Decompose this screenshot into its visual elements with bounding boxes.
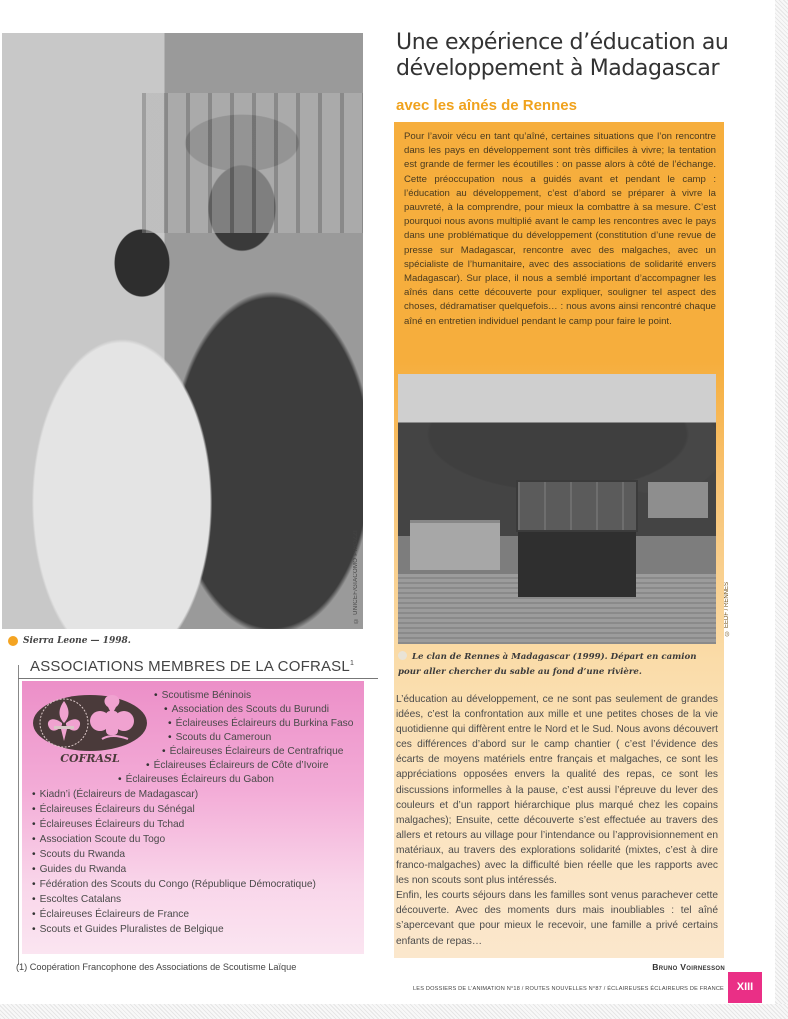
scan-edge-pattern-bottom bbox=[0, 1004, 788, 1019]
footnote: (1) Coopération Francophone des Associations de Scoutisme Laïque bbox=[16, 962, 297, 972]
photo-caption-text: Sierra Leone — 1998. bbox=[23, 636, 131, 646]
caption-bullet-icon bbox=[398, 651, 407, 660]
sidebar-rule bbox=[18, 678, 378, 679]
photo-mother-and-child bbox=[2, 33, 363, 629]
truck-caption-text: Le clan de Rennes à Madagascar (1999). Départ en camion pour aller chercher du sable au fond d’une rivière. bbox=[398, 652, 697, 677]
intro-paragraph: Pour l’avoir vécu en tant qu’aîné, certaines situations que l’on rencontre dans les pays en développement sont très difficiles à vivre; la tentation est grande de fermer les écoutilles : on passe alors à côté de l’échange. Cette préoccupation nous a guidés avant et pendant le camp : l’éducation au développement, c’est d’abord se préparer à vivre la pauvreté, à la comprendre, pour mieux la combattre à sa mesure. C’est pourquoi nous avons multiplié avant le camp les rencontres avec le pays dans une problématique du développement (constitution d’une revue de presse sur Madagascar, rencontre avec des malgaches, avec un spécialiste de l’humanitaire, avec des associations de solidarité envers Madagascar). Sur place, il nous a semblé important d’accompagner les aînés dans cette découverte pour expliquer, souligner tel aspect des choses, dédramatiser quelquefois… : nous avons ainsi rencontré chaque aîné en entretien individuel pendant le camp pour faire le point. bbox=[404, 131, 716, 327]
photo-background-window bbox=[142, 93, 363, 233]
article-subhead: avec les aînés de Rennes bbox=[396, 97, 577, 114]
logo-text: COFRASL bbox=[60, 752, 120, 765]
truck-photo-caption bbox=[398, 650, 718, 680]
running-footer: LES DOSSIERS DE L’ANIMATION N°18 / ROUTES NOUVELLES N°87 / ÉCLAIREUSES ÉCLAIREURS DE FRANCE bbox=[412, 986, 724, 992]
list-item: • Éclaireuses Éclaireurs de Centrafrique bbox=[162, 745, 343, 759]
list-item: • Éclaireuses Éclaireurs de France bbox=[32, 908, 189, 922]
associations-box bbox=[22, 681, 364, 954]
body-paragraph: L’éducation au développement, ce ne sont pas seulement de grandes idées, c’est la confrontation aux mille et une petites choses de la vie quotidienne qui diffèrent entre le Nord et le Sud. Nous avons découvert ces différences d’abord sur le camp chantier ( c’est l’évidence des écarts de moyens matériels entre français et malgaches, ce sont les appréciations opposées envers la qualité des repas, ce sont les discussions informelles à la pause, c’est aussi l’épreuve du lever des couleurs et d’un rapport hiérarchique plus marqué chez les copains malgaches); Ensuite, cette découverte s’est effectuée au travers des allers et retours au village pour l’intendance ou l’approvisionnement en matériaux, au travers des explorations solidarité (mixtes, c’est à dire franco-malgaches) avec la difficulté bien réelle que les rapports avec les non scouts sont plus intéressés. bbox=[396, 694, 718, 887]
page-number: XIII bbox=[728, 972, 762, 1003]
list-item: • Scouts et Guides Pluralistes de Belgique bbox=[32, 923, 224, 937]
list-item: • Éclaireuses Éclaireurs du Gabon bbox=[118, 773, 274, 787]
list-item: • Scouts du Rwanda bbox=[32, 848, 125, 862]
photo-credit: © UNICEF/GIACOMO PIROZZI bbox=[353, 529, 359, 623]
list-item: • Kiadn’i (Éclaireurs de Madagascar) bbox=[32, 788, 198, 802]
photo-truck bbox=[398, 374, 730, 644]
photo-truck-body bbox=[518, 532, 636, 597]
list-item: • Association des Scouts du Burundi bbox=[164, 703, 329, 717]
author-name: Bruno Voirnesson bbox=[652, 962, 725, 972]
headline-line-2: développement à Madagascar bbox=[396, 56, 720, 81]
sidebar-title-text: ASSOCIATIONS MEMBRES DE LA COFRASL bbox=[30, 658, 350, 675]
list-item: • Scouts du Cameroun bbox=[168, 731, 271, 745]
list-item: • Fédération des Scouts du Congo (République Démocratique) bbox=[32, 878, 316, 892]
sidebar-rule-vertical bbox=[18, 665, 19, 965]
list-item: • Éclaireuses Éclaireurs de Côte d’Ivoire bbox=[146, 759, 329, 773]
list-item: • Escoltes Catalans bbox=[32, 893, 121, 907]
list-item: • Éclaireuses Éclaireurs du Tchad bbox=[32, 818, 184, 832]
photo-truck-bed bbox=[516, 480, 638, 532]
photo-caption bbox=[8, 636, 131, 646]
list-item: • Éclaireuses Éclaireurs du Sénégal bbox=[32, 803, 195, 817]
scan-edge-pattern bbox=[775, 0, 788, 1019]
caption-bullet-icon bbox=[8, 636, 18, 646]
list-item: • Association Scoute du Togo bbox=[32, 833, 165, 847]
footnote-mark: 1 bbox=[349, 660, 355, 667]
list-item: • Scoutisme Béninois bbox=[154, 689, 251, 703]
photo-shed bbox=[410, 520, 500, 570]
body-paragraph: Enfin, les courts séjours dans les familles sont venus parachever cette découverte. Avec des moments durs mais inoubliables : tel aîné s’apercevant que pour mieux le recevoir, une famille a privé certains enfants de repas… bbox=[396, 890, 718, 947]
article-headline bbox=[396, 30, 736, 82]
body-text bbox=[396, 692, 718, 949]
photo-credit: © EEDF / RENNES bbox=[724, 582, 730, 636]
list-item: • Éclaireuses Éclaireurs du Burkina Faso bbox=[168, 717, 353, 731]
sidebar-title bbox=[30, 658, 354, 675]
list-item: • Guides du Rwanda bbox=[32, 863, 126, 877]
headline-line-1: Une expérience d’éducation au bbox=[396, 30, 729, 55]
photo-house bbox=[648, 482, 708, 518]
cofrasl-logo-icon bbox=[32, 693, 150, 765]
